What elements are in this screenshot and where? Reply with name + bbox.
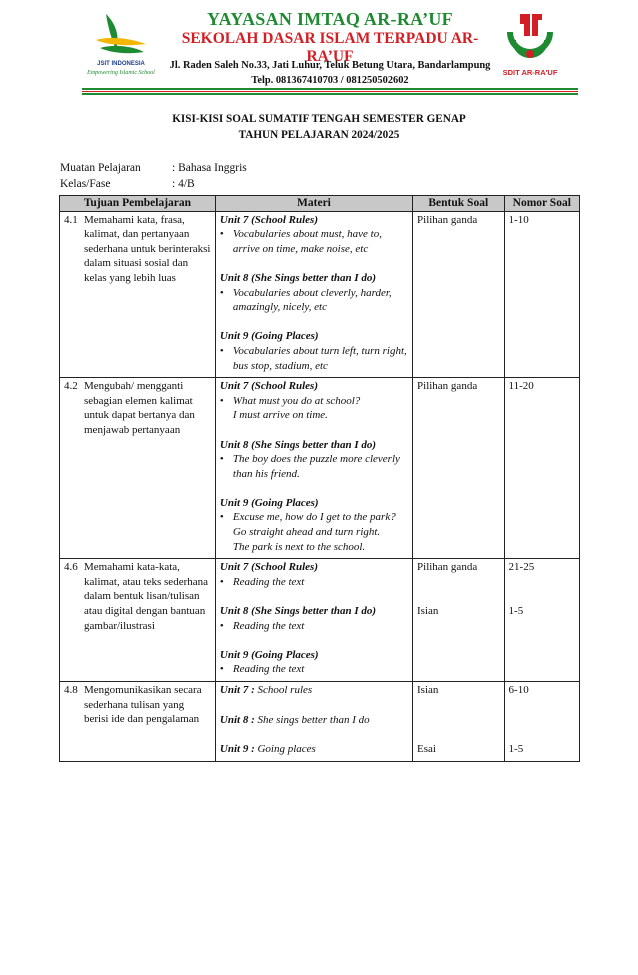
question-number: 1-5 xyxy=(508,604,524,617)
header-material: Materi xyxy=(215,196,412,212)
bullet-icon: • xyxy=(219,286,224,299)
unit-heading: Unit 7 (School Rules) xyxy=(219,561,318,574)
header-rule-green xyxy=(82,88,578,90)
objective-text: Mengomunikasikan secara sederhana tulisan yang berisi ide dan pengalaman xyxy=(84,684,202,726)
bullet-icon: • xyxy=(219,663,224,676)
material-item: Vocabularies about cleverly, harder, amazingly, nicely, etc xyxy=(232,286,392,314)
unit-heading: Unit 7 (School Rules) xyxy=(219,213,318,226)
material-item: I must arrive on time. xyxy=(232,409,328,422)
material-item: Going places xyxy=(254,743,316,756)
question-form: Isian xyxy=(417,684,439,696)
table-row xyxy=(60,559,580,682)
unit-heading: Unit 9 (Going Places) xyxy=(219,648,319,661)
unit-heading: Unit 8 (She Sings better than I do) xyxy=(219,605,377,618)
objective-text: Memahami kata, frasa, kalimat, dan pertanyaan sederhana untuk berinteraksi dalam situasi sosial dan kelas yang lebih luas xyxy=(84,213,211,284)
question-form-cell xyxy=(413,211,505,378)
objective-cell xyxy=(60,211,216,378)
material-item: Excuse me, how do I get to the park? xyxy=(232,511,396,524)
table-row xyxy=(60,682,580,762)
school-name: SEKOLAH DASAR ISLAM TERPADU AR-RA’UF xyxy=(181,30,479,65)
unit-heading: Unit 8 : xyxy=(219,713,255,726)
objective-number: 4.2 xyxy=(64,380,78,393)
objective-number: 4.8 xyxy=(64,684,78,696)
question-number: 6-10 xyxy=(508,684,529,696)
school-address: Jl. Raden Saleh No.33, Jati Luhur, Teluk Betung Utara, Bandarlampung xyxy=(169,60,491,71)
header-rule-red xyxy=(82,91,578,92)
objective-number: 4.1 xyxy=(64,213,78,226)
unit-heading: Unit 7 (School Rules) xyxy=(219,380,318,393)
question-number-cell xyxy=(504,211,579,378)
question-form-cell xyxy=(413,378,505,559)
material-item: School rules xyxy=(254,684,313,696)
material-item: Go straight ahead and turn right. xyxy=(232,526,381,539)
unit-heading: Unit 9 (Going Places) xyxy=(219,496,319,509)
bullet-icon: • xyxy=(219,228,224,241)
bullet-icon: • xyxy=(219,453,224,466)
material-cell xyxy=(215,559,412,682)
unit-heading: Unit 9 (Going Places) xyxy=(219,330,319,343)
question-number: 1-10 xyxy=(508,213,529,226)
material-item: The park is next to the school. xyxy=(232,540,366,553)
question-form-cell xyxy=(413,682,505,762)
sdit-logo-text: SDIT AR-RA'UF xyxy=(502,68,558,77)
material-cell xyxy=(215,211,412,378)
table-row xyxy=(60,211,580,378)
bullet-icon: • xyxy=(219,575,224,588)
subject-line xyxy=(60,162,247,174)
objective-cell xyxy=(60,378,216,559)
school-phone: Telp. 081367410703 / 081250502602 xyxy=(251,75,409,86)
material-item: She sings better than I do xyxy=(254,713,370,726)
question-number: 21-25 xyxy=(508,561,535,574)
document-title: KISI-KISI SOAL SUMATIF TENGAH SEMESTER GENAP xyxy=(172,113,466,125)
question-form: Pilihan ganda xyxy=(417,380,478,393)
question-form: Pilihan ganda xyxy=(417,213,478,226)
grid-table xyxy=(59,195,580,762)
bullet-icon: • xyxy=(219,619,224,632)
class-value: : 4/B xyxy=(172,178,195,190)
objective-number: 4.6 xyxy=(64,561,78,574)
material-item: Reading the text xyxy=(232,663,305,676)
material-cell xyxy=(215,378,412,559)
header-question-number: Nomor Soal xyxy=(504,196,579,212)
objective-text: Mengubah/ mengganti sebagian elemen kalimat untuk dapat bertanya dan menjawab pertanyaan xyxy=(84,380,195,436)
jsit-logo-text: JSIT INDONESIA xyxy=(97,61,145,67)
subject-label: Muatan Pelajaran xyxy=(60,162,141,174)
material-cell xyxy=(215,682,412,762)
material-item: Reading the text xyxy=(232,575,305,588)
letterhead xyxy=(0,0,638,100)
question-number-cell xyxy=(504,559,579,682)
material-item: Vocabularies about must, have to, arrive on time, make noise, etc xyxy=(232,228,382,255)
header-objective: Tujuan Pembelajaran xyxy=(60,196,216,212)
header-question-form: Bentuk Soal xyxy=(413,196,505,212)
material-item: Vocabularies about turn left, turn right, bus stop, stadium, etc xyxy=(232,344,407,372)
question-form-cell xyxy=(413,559,505,682)
unit-heading: Unit 9 : xyxy=(219,743,255,756)
objective-cell xyxy=(60,559,216,682)
question-number: 1-5 xyxy=(508,742,524,755)
table-row xyxy=(60,378,580,559)
bullet-icon: • xyxy=(219,344,224,357)
jsit-logo-tagline: Empowering Islamic School xyxy=(87,70,155,76)
unit-heading: Unit 8 (She Sings better than I do) xyxy=(219,438,377,451)
material-item: Reading the text xyxy=(232,619,305,632)
question-form: Isian xyxy=(417,604,439,617)
foundation-name: YAYASAN IMTAQ AR-RA’UF xyxy=(207,9,453,29)
question-number-cell xyxy=(504,682,579,762)
question-number: 11-20 xyxy=(508,380,534,393)
question-form: Esai xyxy=(417,742,436,755)
table-header-row xyxy=(60,196,580,212)
material-item: The boy does the puzzle more cleverly than his friend. xyxy=(232,453,400,480)
document-subtitle: TAHUN PELAJARAN 2024/2025 xyxy=(238,129,400,141)
question-form: Pilihan ganda xyxy=(417,561,478,574)
class-line xyxy=(60,178,195,190)
bullet-icon: • xyxy=(219,511,224,524)
header-rule-green-2 xyxy=(82,93,578,95)
class-label: Kelas/Fase xyxy=(60,178,111,190)
unit-heading: Unit 8 (She Sings better than I do) xyxy=(219,271,377,284)
question-number-cell xyxy=(504,378,579,559)
bullet-icon: • xyxy=(219,394,224,407)
unit-heading: Unit 7 : xyxy=(219,684,255,696)
objective-cell xyxy=(60,682,216,762)
subject-value: : Bahasa Inggris xyxy=(172,162,247,174)
objective-text: Memahami kata-kata, kalimat, atau teks sederhana dalam bentuk lisan/tulisan atau digital dengan bantuan gambar/ilustrasi xyxy=(84,561,209,632)
material-item: What must you do at school? xyxy=(232,394,361,407)
